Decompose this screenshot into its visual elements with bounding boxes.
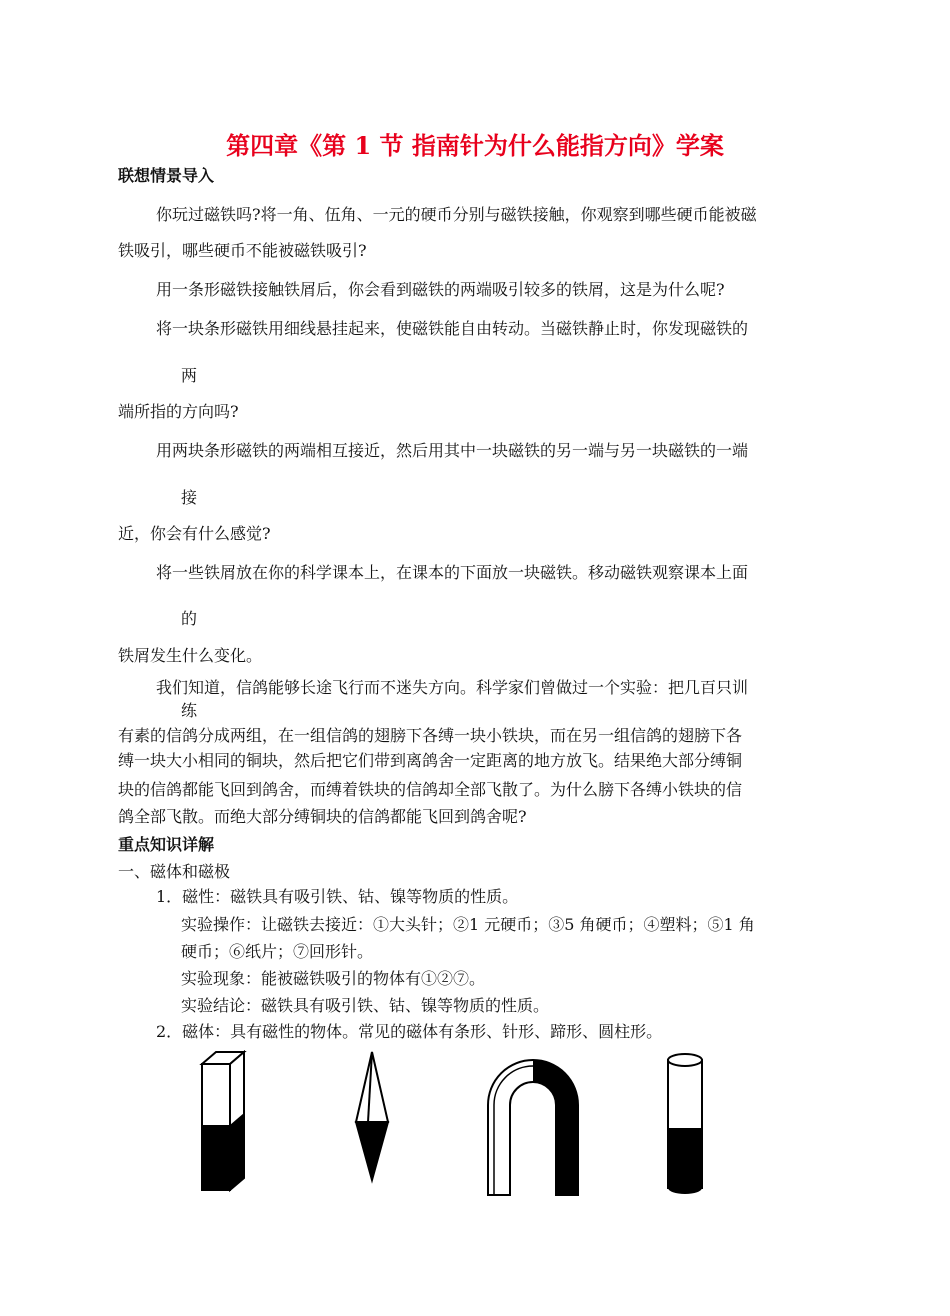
paragraph-line: 用一条形磁铁接触铁屑后，你会看到磁铁的两端吸引较多的铁屑，这是为什么呢? xyxy=(156,280,725,299)
needle-magnet-icon xyxy=(348,1050,398,1200)
section-heading-key-knowledge: 重点知识详解 xyxy=(118,835,215,854)
paragraph-line: 练 xyxy=(181,701,198,720)
paragraph-line: 我们知道，信鸽能够长途飞行而不迷失方向。科学家们曾做过一个实验：把几百只训 xyxy=(156,678,749,697)
paragraph-line: 近，你会有什么感觉? xyxy=(118,524,271,543)
paragraph-line: 有素的信鸽分成两组，在一组信鸽的翅膀下各缚一块小铁块，而在另一组信鸽的翅膀下各 xyxy=(118,726,743,745)
paragraph-line: 实验结论：磁铁具有吸引铁、钴、镍等物质的性质。 xyxy=(181,996,550,1015)
paragraph-line: 将一块条形磁铁用细线悬挂起来，使磁铁能自由转动。当磁铁静止时，你发现磁铁的 xyxy=(156,319,749,338)
paragraph-line: 缚一块大小相同的铜块，然后把它们带到离鸽舍一定距离的地方放飞。结果绝大部分缚铜 xyxy=(118,751,743,770)
paragraph-line: 1．磁性：磁铁具有吸引铁、钴、镍等物质的性质。 xyxy=(156,887,519,906)
subsection-heading: 一、磁体和磁极 xyxy=(118,862,231,881)
magnet-shapes-figure xyxy=(118,1050,838,1200)
horseshoe-magnet-icon xyxy=(478,1050,588,1200)
paragraph-line: 端所指的方向吗? xyxy=(118,402,239,421)
paragraph-line: 接 xyxy=(181,488,198,507)
paragraph-line: 将一些铁屑放在你的科学课本上，在课本的下面放一块磁铁。移动磁铁观察课本上面 xyxy=(156,563,749,582)
paragraph-line: 鸽全部飞散。而绝大部分缚铜块的信鸽都能飞回到鸽舍呢? xyxy=(118,807,527,826)
paragraph-line: 2．磁体：具有磁性的物体。常见的磁体有条形、针形、蹄形、圆柱形。 xyxy=(156,1022,663,1041)
paragraph-line: 铁屑发生什么变化。 xyxy=(118,646,263,665)
paragraph-line: 实验现象：能被磁铁吸引的物体有①②⑦。 xyxy=(181,969,486,988)
bar-magnet-icon xyxy=(198,1050,248,1200)
cylinder-magnet-icon xyxy=(663,1050,713,1200)
paragraph-line: 铁吸引，哪些硬币不能被磁铁吸引? xyxy=(118,241,367,260)
paragraph-line: 硬币；⑥纸片；⑦回形针。 xyxy=(181,942,374,961)
section-heading-intro: 联想情景导入 xyxy=(118,166,215,185)
paragraph-line: 的 xyxy=(181,609,198,628)
paragraph-line: 用两块条形磁铁的两端相互接近，然后用其中一块磁铁的另一端与另一块磁铁的一端 xyxy=(156,441,749,460)
page-title: 第四章《第 1 节 指南针为什么能指方向》学案 xyxy=(226,131,724,160)
paragraph-line: 实验操作：让磁铁去接近：①大头针；②1 元硬币；③5 角硬币；④塑料；⑤1 角 xyxy=(181,915,755,934)
paragraph-line: 你玩过磁铁吗?将一角、伍角、一元的硬币分别与磁铁接触，你观察到哪些硬币能被磁 xyxy=(156,205,757,224)
paragraph-line: 块的信鸽都能飞回到鸽舍，而缚着铁块的信鸽却全部飞散了。为什么膀下各缚小铁块的信 xyxy=(118,780,743,799)
paragraph-line: 两 xyxy=(181,366,198,385)
